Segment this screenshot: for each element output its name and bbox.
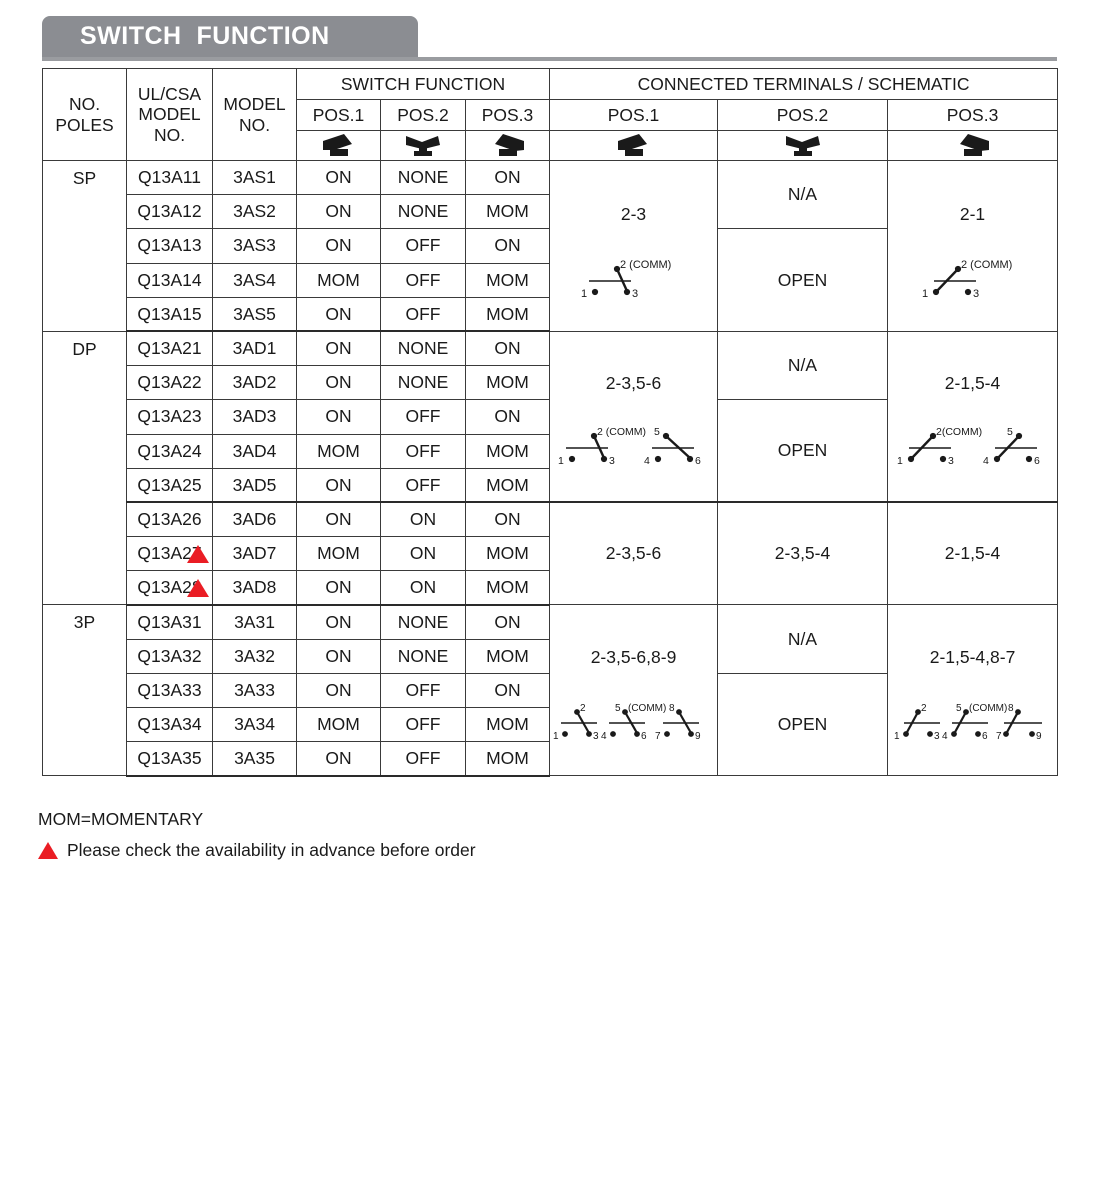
terminals-dp-pos2-open: OPEN <box>718 400 888 503</box>
toggle-center-icon-cell <box>381 131 466 161</box>
cell-pos1: ON <box>297 468 381 502</box>
cell-pos2: OFF <box>381 708 466 742</box>
cell-pos1: ON <box>297 742 381 776</box>
header-connected-terminals: CONNECTED TERMINALS / SCHEMATIC <box>550 69 1058 100</box>
cell-pos1: ON <box>297 673 381 707</box>
schematic-art-sp-pos3 <box>898 251 1048 309</box>
cell-pos1: MOM <box>297 708 381 742</box>
cell-ulcsa: Q13A32 <box>127 639 213 673</box>
cell-pos3: MOM <box>466 434 550 468</box>
cell-pos2: NONE <box>381 605 466 639</box>
availability-flag-icon <box>38 842 58 859</box>
note-availability <box>38 837 738 863</box>
cell-model: 3AD7 <box>213 537 297 571</box>
group-poles-sp: SP <box>43 161 127 332</box>
cell-pos2: ON <box>381 537 466 571</box>
cell-pos3: MOM <box>466 195 550 229</box>
cell-ulcsa: Q13A15 <box>127 297 213 331</box>
switch-function-table <box>42 68 1058 777</box>
schematic-art-sp-pos1 <box>559 251 709 309</box>
toggle-left-icon-cell <box>466 131 550 161</box>
svg-text:3: 3 <box>608 455 615 468</box>
header-ulcsa-l2: MODEL <box>138 104 201 125</box>
svg-text:2(COMM): 2(COMM) <box>935 426 982 439</box>
svg-text:2: 2 <box>579 702 586 714</box>
cell-pos1: MOM <box>297 537 381 571</box>
cell-model: 3AD3 <box>213 400 297 434</box>
header-no-poles <box>43 69 127 161</box>
svg-text:6: 6 <box>1033 455 1040 468</box>
cell-pos3: MOM <box>466 571 550 605</box>
terminals-sp-pos2-na: N/A <box>718 161 888 229</box>
table-body <box>43 161 1058 776</box>
terminals-sp-pos1: 2-3 <box>620 204 647 225</box>
cell-ulcsa: Q13A24 <box>127 434 213 468</box>
cell-ulcsa <box>127 537 213 571</box>
toggle-right-icon-cell-2 <box>550 131 718 161</box>
schematic-sp-pos3 <box>888 161 1058 332</box>
cell-pos1: ON <box>297 331 381 365</box>
cell-pos3: ON <box>466 502 550 536</box>
toggle-left-icon <box>946 133 1000 159</box>
note-mom <box>38 806 738 832</box>
table-header <box>43 69 1058 161</box>
svg-text:1: 1 <box>580 288 587 301</box>
cell-model: 3AD8 <box>213 571 297 605</box>
cell-model: 3AD1 <box>213 331 297 365</box>
cell-pos3: ON <box>466 161 550 195</box>
toggle-right-icon <box>607 133 661 159</box>
terminals-3p-pos3: 2-1,5-4,8-7 <box>929 646 1016 667</box>
toggle-right-icon-cell <box>297 131 381 161</box>
cell-pos3: MOM <box>466 708 550 742</box>
cell-pos3: MOM <box>466 468 550 502</box>
cell-ulcsa: Q13A31 <box>127 605 213 639</box>
svg-text:2 (COMM): 2 (COMM) <box>960 259 1012 272</box>
schematic-3p-pos3 <box>888 605 1058 776</box>
cell-ulcsa: Q13A21 <box>127 331 213 365</box>
cell-pos1: MOM <box>297 434 381 468</box>
cell-pos2: NONE <box>381 331 466 365</box>
cell-pos3: MOM <box>466 366 550 400</box>
svg-text:(COMM): (COMM) <box>627 702 666 714</box>
cell-pos2: ON <box>381 502 466 536</box>
svg-text:6: 6 <box>694 455 701 468</box>
cell-model: 3AS1 <box>213 161 297 195</box>
cell-model: 3AD2 <box>213 366 297 400</box>
svg-text:1: 1 <box>896 455 903 468</box>
svg-text:2 (COMM): 2 (COMM) <box>596 426 646 439</box>
cell-pos2: OFF <box>381 742 466 776</box>
cell-pos1: ON <box>297 605 381 639</box>
group-poles-3p: 3P <box>43 605 127 776</box>
schematic-art-3p-pos3 <box>890 692 1056 750</box>
cell-pos3: MOM <box>466 537 550 571</box>
svg-text:7: 7 <box>654 730 661 742</box>
availability-flag-icon <box>187 579 209 597</box>
header-sf-pos2: POS.2 <box>381 100 466 131</box>
cell-pos1: ON <box>297 229 381 263</box>
terminals-3p-pos2-open: OPEN <box>718 673 888 776</box>
terminals-dp-b-pos2: 2-3,5-4 <box>718 502 888 605</box>
cell-pos3: ON <box>466 673 550 707</box>
svg-text:4: 4 <box>982 455 989 468</box>
cell-pos2: NONE <box>381 639 466 673</box>
terminals-sp-pos3: 2-1 <box>959 204 986 225</box>
header-sf-pos3: POS.3 <box>466 100 550 131</box>
cell-pos2: NONE <box>381 161 466 195</box>
header-no-poles-l1: NO. <box>68 93 101 114</box>
schematic-3p-pos1 <box>550 605 718 776</box>
cell-pos2: OFF <box>381 297 466 331</box>
svg-text:3: 3 <box>972 288 979 301</box>
cell-pos1: MOM <box>297 263 381 297</box>
cell-pos3: MOM <box>466 742 550 776</box>
cell-ulcsa-text: Q13A28 <box>137 577 202 598</box>
table-row <box>43 161 1058 195</box>
cell-pos2: OFF <box>381 434 466 468</box>
schematic-dp-pos3 <box>888 331 1058 502</box>
header-model-no-l1: MODEL <box>223 93 286 114</box>
cell-pos3: ON <box>466 400 550 434</box>
group-poles-dp: DP <box>43 331 127 605</box>
note-mom-text: MOM=MOMENTARY <box>38 809 204 829</box>
terminals-dp-b-pos3: 2-1,5-4 <box>888 502 1058 605</box>
cell-ulcsa: Q13A23 <box>127 400 213 434</box>
cell-ulcsa: Q13A33 <box>127 673 213 707</box>
svg-text:3: 3 <box>592 730 599 742</box>
terminals-3p-pos1: 2-3,5-6,8-9 <box>590 646 677 667</box>
header-ulcsa-model-no <box>127 69 213 161</box>
cell-ulcsa: Q13A13 <box>127 229 213 263</box>
header-ct-pos1: POS.1 <box>550 100 718 131</box>
svg-text:3: 3 <box>947 455 954 468</box>
svg-text:(COMM): (COMM) <box>968 702 1007 714</box>
terminals-dp-pos3: 2-1,5-4 <box>944 373 1001 394</box>
cell-pos2: OFF <box>381 263 466 297</box>
svg-text:4: 4 <box>941 730 948 742</box>
cell-pos1: ON <box>297 195 381 229</box>
cell-model: 3AD6 <box>213 502 297 536</box>
cell-ulcsa: Q13A34 <box>127 708 213 742</box>
cell-pos2: NONE <box>381 366 466 400</box>
cell-pos2: NONE <box>381 195 466 229</box>
svg-text:6: 6 <box>981 730 988 742</box>
header-switch-function: SWITCH FUNCTION <box>297 69 550 100</box>
cell-ulcsa: Q13A22 <box>127 366 213 400</box>
svg-text:5: 5 <box>955 702 962 714</box>
cell-pos1: ON <box>297 297 381 331</box>
svg-text:1: 1 <box>893 730 900 742</box>
page-title-banner <box>42 16 418 57</box>
cell-ulcsa: Q13A26 <box>127 502 213 536</box>
terminals-dp-b-pos1: 2-3,5-6 <box>550 502 718 605</box>
terminals-dp-pos2-na: N/A <box>718 331 888 399</box>
svg-text:7: 7 <box>995 730 1002 742</box>
cell-ulcsa <box>127 571 213 605</box>
table-row <box>43 331 1058 365</box>
cell-pos3: MOM <box>466 263 550 297</box>
toggle-center-icon <box>776 133 830 159</box>
cell-pos1: ON <box>297 400 381 434</box>
svg-text:9: 9 <box>1035 730 1042 742</box>
cell-pos1: ON <box>297 161 381 195</box>
cell-ulcsa: Q13A11 <box>127 161 213 195</box>
schematic-sp-pos1 <box>550 161 718 332</box>
header-no-poles-l2: POLES <box>55 114 114 135</box>
cell-model: 3AS5 <box>213 297 297 331</box>
title-underline-rule <box>42 57 1057 61</box>
cell-ulcsa: Q13A14 <box>127 263 213 297</box>
svg-text:1: 1 <box>552 730 559 742</box>
header-ct-pos3: POS.3 <box>888 100 1058 131</box>
cell-model: 3AS4 <box>213 263 297 297</box>
cell-model: 3A35 <box>213 742 297 776</box>
header-ct-pos2: POS.2 <box>718 100 888 131</box>
cell-pos1: ON <box>297 366 381 400</box>
svg-text:1: 1 <box>921 288 928 301</box>
table-row <box>43 605 1058 639</box>
cell-pos3: ON <box>466 331 550 365</box>
cell-ulcsa: Q13A35 <box>127 742 213 776</box>
svg-text:3: 3 <box>933 730 940 742</box>
svg-text:5: 5 <box>1006 426 1013 439</box>
cell-pos2: ON <box>381 571 466 605</box>
cell-ulcsa: Q13A12 <box>127 195 213 229</box>
terminals-sp-pos2-open: OPEN <box>718 229 888 332</box>
toggle-right-icon <box>312 133 366 159</box>
schematic-art-dp-pos1 <box>552 418 716 476</box>
svg-text:9: 9 <box>694 730 701 742</box>
svg-text:2 (COMM): 2 (COMM) <box>619 259 671 272</box>
svg-text:8: 8 <box>1007 702 1014 714</box>
cell-ulcsa: Q13A25 <box>127 468 213 502</box>
page-title: SWITCH FUNCTION <box>80 22 330 50</box>
header-ulcsa-l1: UL/CSA <box>137 83 202 104</box>
svg-text:4: 4 <box>600 730 607 742</box>
cell-model: 3AD4 <box>213 434 297 468</box>
header-model-no-l2: NO. <box>238 114 271 135</box>
cell-model: 3AD5 <box>213 468 297 502</box>
availability-flag-icon <box>187 545 209 563</box>
cell-pos2: OFF <box>381 229 466 263</box>
cell-pos3: MOM <box>466 639 550 673</box>
svg-text:1: 1 <box>557 455 564 468</box>
svg-text:5: 5 <box>614 702 621 714</box>
toggle-center-icon <box>396 133 450 159</box>
cell-pos3: MOM <box>466 297 550 331</box>
cell-pos1: ON <box>297 571 381 605</box>
header-sf-pos1: POS.1 <box>297 100 381 131</box>
cell-ulcsa-text: Q13A27 <box>137 543 202 564</box>
cell-pos3: ON <box>466 605 550 639</box>
toggle-left-icon <box>481 133 535 159</box>
svg-text:6: 6 <box>640 730 647 742</box>
svg-text:2: 2 <box>920 702 927 714</box>
footnotes <box>38 806 738 864</box>
schematic-art-dp-pos3 <box>891 418 1055 476</box>
svg-text:5: 5 <box>653 426 660 439</box>
cell-model: 3A33 <box>213 673 297 707</box>
terminals-dp-pos1: 2-3,5-6 <box>605 373 662 394</box>
header-row-top <box>43 69 1058 100</box>
cell-model: 3A31 <box>213 605 297 639</box>
cell-pos3: ON <box>466 229 550 263</box>
cell-model: 3A34 <box>213 708 297 742</box>
cell-model: 3AS2 <box>213 195 297 229</box>
cell-model: 3A32 <box>213 639 297 673</box>
cell-pos2: OFF <box>381 673 466 707</box>
terminals-3p-pos2-na: N/A <box>718 605 888 673</box>
svg-text:3: 3 <box>631 288 638 301</box>
toggle-center-icon-cell-2 <box>718 131 888 161</box>
cell-pos1: ON <box>297 639 381 673</box>
cell-pos2: OFF <box>381 400 466 434</box>
note-availability-text: Please check the availability in advance before order <box>67 840 476 861</box>
cell-pos1: ON <box>297 502 381 536</box>
table-row <box>43 502 1058 536</box>
header-ulcsa-l3: NO. <box>153 124 186 145</box>
svg-text:8: 8 <box>668 702 675 714</box>
schematic-art-3p-pos1 <box>551 692 717 750</box>
svg-text:4: 4 <box>643 455 650 468</box>
cell-model: 3AS3 <box>213 229 297 263</box>
toggle-left-icon-cell-2 <box>888 131 1058 161</box>
schematic-dp-pos1 <box>550 331 718 502</box>
cell-pos2: OFF <box>381 468 466 502</box>
header-model-no <box>213 69 297 161</box>
